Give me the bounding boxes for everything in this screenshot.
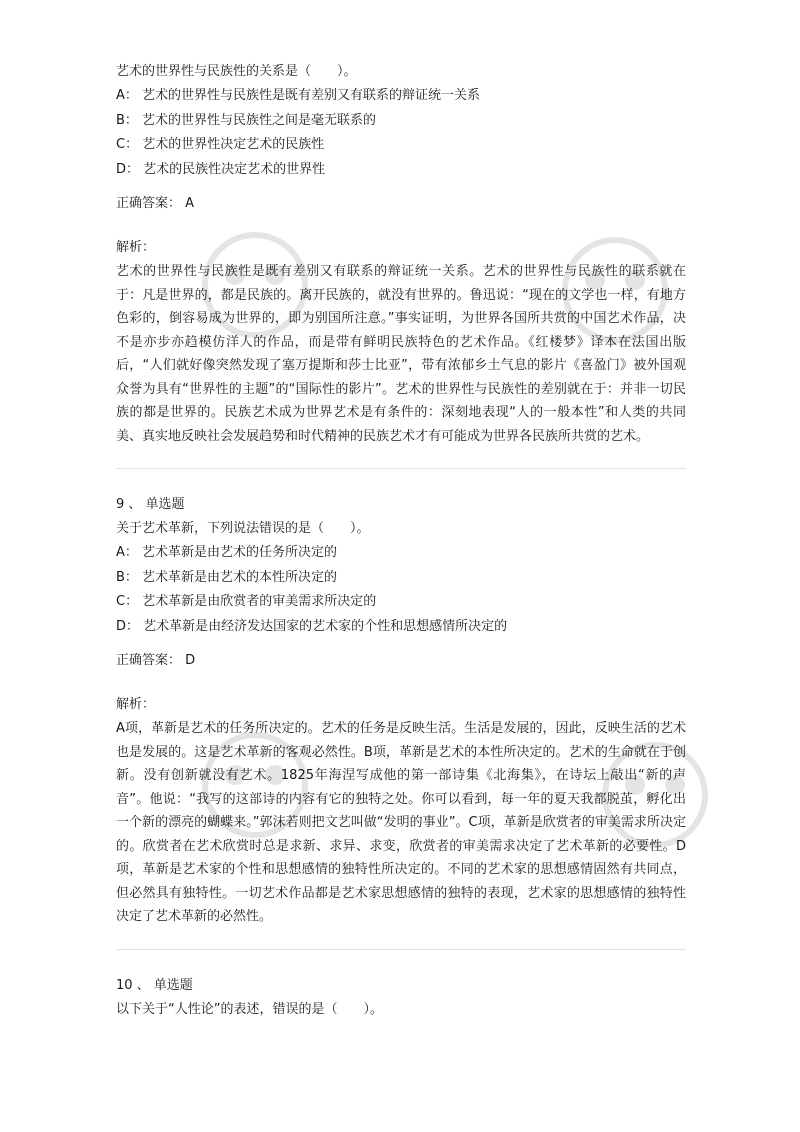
option-a: A： 艺术的世界性与民族性是既有差别又有联系的辩证统一关系	[116, 88, 481, 103]
option-b: B： 艺术革新是由艺术的本性所决定的	[116, 569, 338, 585]
analysis-text: 艺术的世界性与民族性是既有差别又有联系的辩证统一关系。艺术的世界性与民族性的联系就在于：凡是世界的，都是民族的。离开民族的，就没有世界的。鲁迅说：“现在的文学也一样，有地方色彩的，倒容易成为世界的，即为别国所注意。”事实证明，为世界各国所共赏的中国艺术作品，决不是亦步亦趋模仿洋人的作品，而是带有鲜明民族特色的艺术作品。《红楼梦》译本在法国出版后，“人们就好像突然发现了塞万提斯和莎士比亚”，带有浓郁乡土气息的影片《喜盈门》被外国观众誉为具有“世界性的主题”的“国际性的影片”。艺术的世界性与民族性的差别就在于：并非一切民族的都是世界的。民族艺术成为世界艺术是有条件的：深刻地表现“人的一般本性”和人类的共同美、真实地反映社会发展趋势和时代精神的民族艺术才有可能成为世界各民族所共赏的艺术。	[116, 264, 686, 444]
option-c: C： 艺术革新是由欣赏者的审美需求所决定的	[116, 594, 377, 609]
analysis-text: A项，革新是艺术的任务所决定的。艺术的任务是反映生活。生活是发展的，因此，反映生活的艺术也是发展的。这是艺术革新的客观必然性。B项，革新是艺术的本性所决定的。艺术的生命就在于创新。没有创新就没有艺术。1825年海涅写成他的第一部诗集《北海集》，在诗坛上敲出“新的声音”。他说：“我写的这部诗的内容有它的独特之处。你可以看到，每一年的夏天我都脱茧，孵化出一个新的漂亮的蝴蝶来。”郭沫若则把文艺叫做“发明的事业”。C项，革新是欣赏者的审美需求所决定的。欣赏者在艺术欣赏时总是求新、求异、求变，欣赏者的审美需求决定了艺术革新的必要性。D项，革新是艺术家的个性和思想感情的独特性所决定的。不同的艺术家的思想感情固然有共同点，但必然具有独特性。一切艺术作品都是艺术家思想感情的独特的表现，艺术家的思想感情的独特性决定了艺术革新的必然性。	[116, 721, 686, 924]
option-a: A： 艺术革新是由艺术的任务所决定的	[116, 545, 338, 560]
question-stem: 以下关于“人性论”的表述，错误的是（ ）。	[116, 1001, 383, 1017]
correct-answer: 正确答案： A	[116, 196, 195, 211]
analysis-label: 解析：	[116, 240, 156, 255]
option-b: B： 艺术的世界性与民族性之间是毫无联系的	[116, 112, 377, 128]
option-d: D： 艺术革新是由经济发达国家的艺术家的个性和思想感情所决定的	[116, 618, 508, 634]
option-c: C： 艺术的世界性决定艺术的民族性	[116, 137, 325, 152]
question-header: 9 、 单选题	[116, 497, 185, 512]
question-content	[116, 60, 686, 1022]
correct-answer: 正确答案： D	[116, 653, 196, 668]
section-divider	[116, 468, 686, 469]
question-stem: 艺术的世界性与民族性的关系是（ ）。	[116, 64, 357, 79]
question-stem: 关于艺术革新，下列说法错误的是（ ）。	[116, 521, 370, 536]
option-d: D： 艺术的民族性决定艺术的世界性	[116, 161, 326, 177]
analysis-label: 解析：	[116, 697, 156, 712]
question-header: 10 、 单选题	[116, 977, 193, 993]
section-divider	[116, 949, 686, 950]
